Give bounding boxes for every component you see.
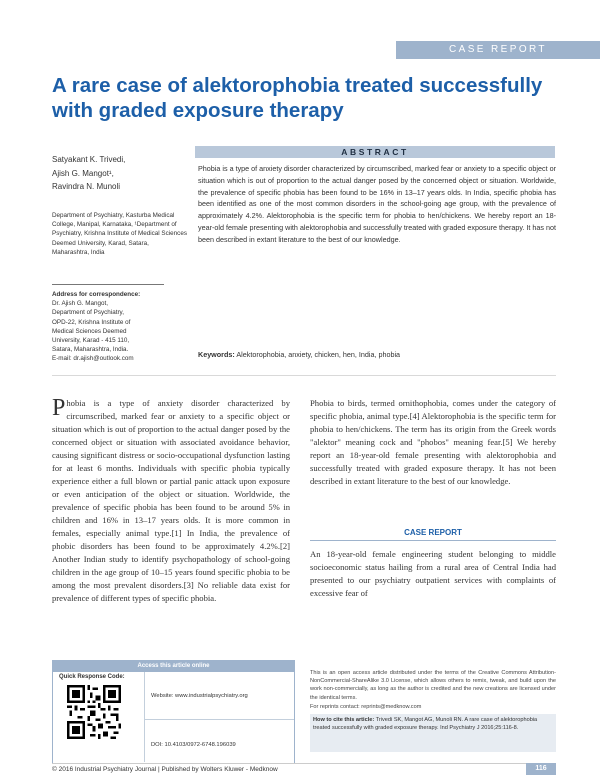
divider [52,284,164,285]
divider [144,719,294,720]
abstract-label: ABSTRACT [195,146,555,158]
correspondence-line: Medical Sciences Deemed [52,327,127,335]
keywords-text: Alektorophobia, anxiety, chicken, hen, India, phobia [236,350,401,359]
abstract-text: Phobia is a type of anxiety disorder characterized by circumscribed, marked fear or anxiety to a specific object or situation which is out of proportion to the actual danger posed by the concerned object or situation. Worldwide, the prevalence of specific phobia has been found to be 16% in 13–17 years olds. In India, specific phobia has been identified as one of the most common disorders in the school-going age group, with the prevalence of approximately 4.2%. Alektorophobia is the specific term for phobia to hen/chickens. We hereby report an 18-year-old female presenting with alektorophobia and successfully treated with graded exposure therapy. It has not been described in extant literature to the best of our knowledge. [198,164,556,244]
section-heading: CASE REPORT [310,526,556,541]
keywords-label: Keywords: [198,350,235,359]
correspondence-line: Dr. Ajish G. Mangot, [52,300,108,308]
divider [52,375,556,376]
article-type-banner: CASE REPORT [396,41,600,59]
access-online-box [52,660,295,764]
author-name: Ravindra N. Munoli [52,182,121,191]
divider [144,672,145,762]
author-list [52,153,187,194]
author-name: Ajish G. Mangot¹, [52,168,114,178]
doi-link[interactable]: DOI: 10.4103/0972-6748.196039 [151,742,236,748]
cite-text: Trivedi SK, Mangot AG, Munoli RN. A rare case of alektorophobia treated successfully with graded exposure therapy. Ind Psychiatry J 2016;25:116-8. [313,717,538,732]
keywords [198,350,558,359]
correspondence-block [52,290,187,364]
journal-footer: © 2016 Industrial Psychiatry Journal | Published by Wolters Kluwer - Medknow [52,766,278,773]
license-text: This is an open access article distributed under the terms of the Creative Commons Attribution-NonCommercial-ShareAlike 3.0 License, which allows others to remix, tweak, and build upon the work non-commercially, as long as the author is credited and the new creations are licensed under the identical terms. [310,670,556,701]
page-number: 116 [526,763,556,775]
reprints-contact: For reprints contact: reprints@medknow.com [310,704,422,710]
correspondence-line: Department of Psychiatry, [52,309,124,317]
correspondence-line: OPD-22, Krishna Institute of [52,318,131,326]
body-column-right: Phobia to birds, termed ornithophobia, comes under the category of specific phobia, animal type.[4] Alektorophobia is the specific term for phobia to hen/chickens. The term has its origin from the Greek words "alektor" meaning cock and "phobos" meaning fear.[5] We hereby report an 18-year-old female presenting with alektorophobia and successfully treated with graded exposure therapy. It has not been described in extant literature to the best of our knowledge. [310,398,556,486]
website-link[interactable]: Website: www.industrialpsychiatry.org [151,693,248,699]
correspondence-email[interactable]: E-mail: dr.ajish@outlook.com [52,355,134,363]
body-column-left [52,397,290,605]
body-paragraph: hobia is a type of anxiety disorder characterized by circumscribed, marked fear or anxiety to a specific object or situation which is out of proportion to the actual danger posed by the concerned object or situation with associated avoidance behavior, causing significant distress or socio-occupational dysfunction lasting for at least 6 months. Individuals with specific phobia typically experience either a full blown or partial panic attack upon exposure or even anticipation of the object or situation. Worldwide, the prevalence of specific phobia has been found to be around 5% in children and 16% in 13–17 years olds. It is more common in females, especially animal type.[1] In India, the prevalence of phobic disorders has been found to be approximately 4.2%.[2] Another Indian study to identify psychopathology of school-going children in the age group of 10–15 years found specific phobia to be among the most prevalent disorders.[3] No reliable data exist for prevalence of different types of specific phobia. [52,398,290,603]
qr-code-label: Quick Response Code: [59,674,125,680]
how-to-cite-box [310,714,556,752]
author-affiliation: Department of Psychiatry, Kasturba Medical College, Manipal, Karnataka, ¹Department of Psychiatry, Krishna Institute of Medical Sciences Deemed University, Karad, Satara, Maharashtra, India [52,212,187,256]
qr-code-icon[interactable] [67,685,121,739]
correspondence-label: Address for correspondence: [52,291,141,298]
divider [52,763,556,764]
cite-label: How to cite this article: [313,717,375,723]
correspondence-line: Satara, Maharashtra, India. [52,346,129,354]
access-online-header: Access this article online [53,661,294,672]
article-title: A rare case of alektorophobia treated successfully with graded exposure therapy [52,74,543,122]
drop-cap: P [52,395,66,421]
body-paragraph-case: An 18-year-old female engineering student belonging to middle socioeconomic status hailing from a rural area of Central India had presented to our psychiatry outpatient services with complaints of excessive fear of [310,549,556,598]
author-name: Satyakant K. Trivedi, [52,155,126,164]
correspondence-line: University, Karad - 415 110, [52,337,130,345]
